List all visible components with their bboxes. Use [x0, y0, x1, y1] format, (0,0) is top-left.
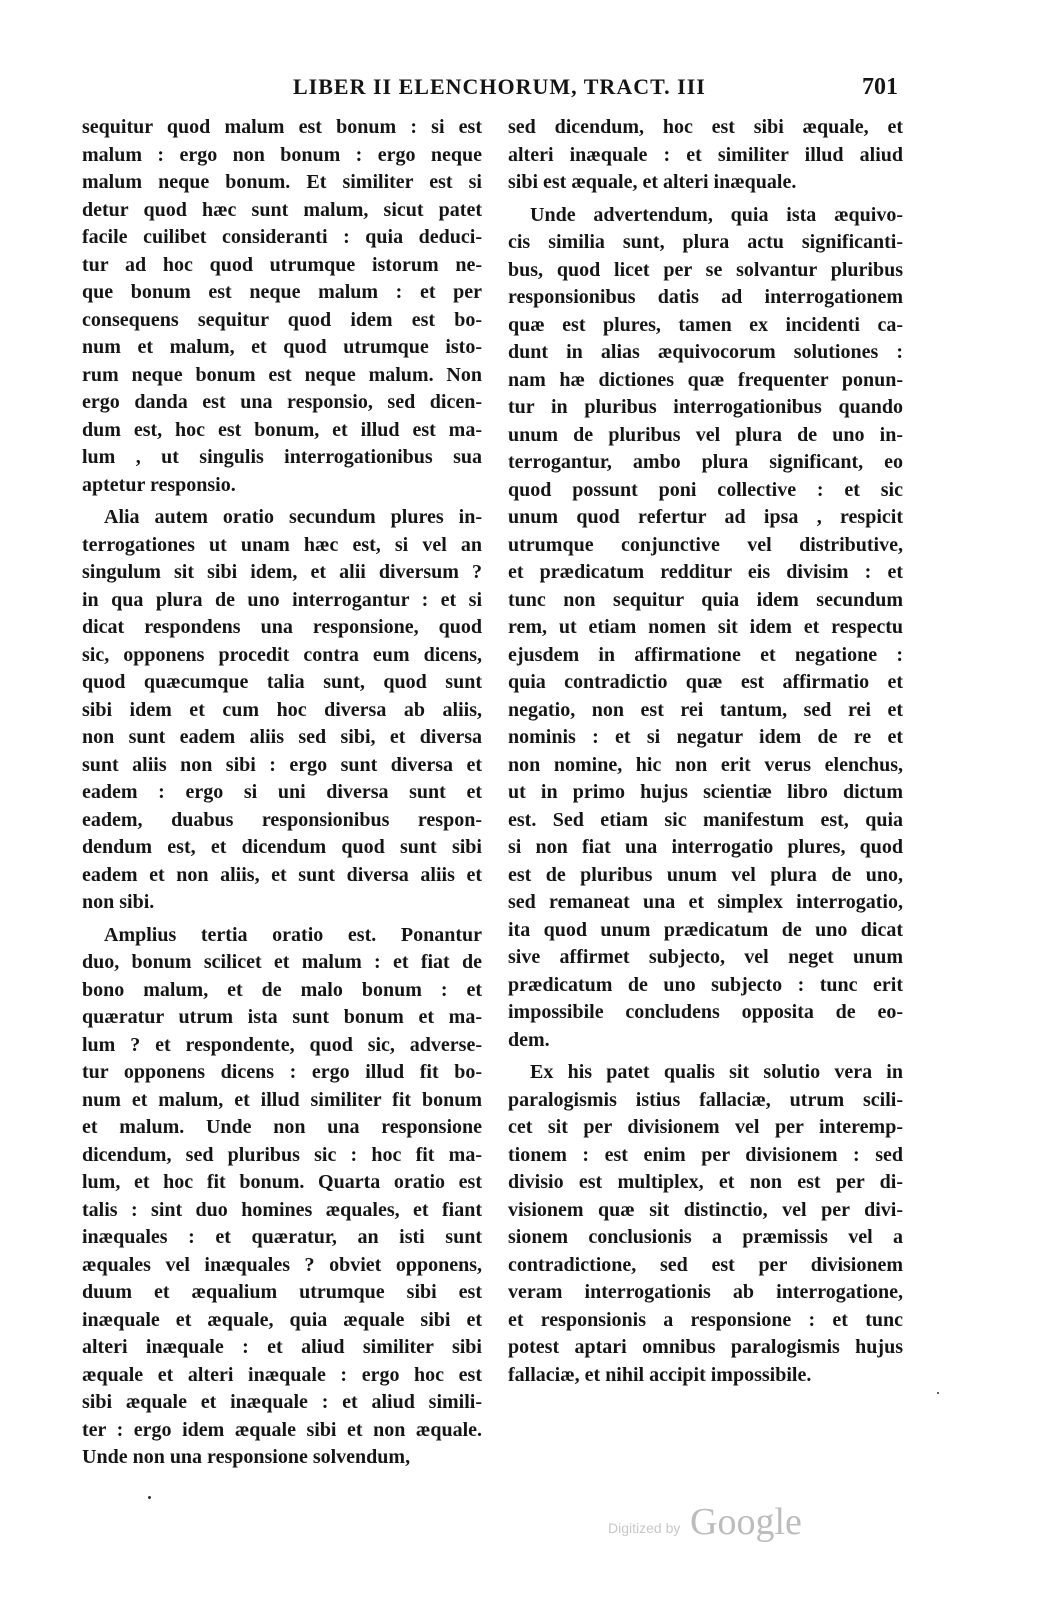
text-line: et prædicatum redditur eis divisim : et — [508, 561, 903, 583]
text-line: non sunt eadem aliis sed sibi, et diversa — [82, 726, 482, 748]
text-line: sibi æquale et inæquale : et aliud simili- — [82, 1391, 482, 1413]
text-line: tunc non sequitur quia idem secundum — [508, 588, 903, 611]
google-logo: Google — [690, 1501, 802, 1543]
text-line: sunt aliis non sibi : ergo sunt diversa et — [82, 753, 482, 776]
text-line: tur in pluribus interrogationibus quando — [508, 396, 903, 418]
text-line: alteri inæquale : et similiter illud aliud — [508, 143, 903, 166]
print-speck — [148, 1496, 151, 1499]
text-line: non nomine, hic non erit verus elenchus, — [508, 753, 903, 776]
text-line: visionem quæ sit distinctio, vel per divi- — [508, 1198, 903, 1221]
text-line: est. Sed etiam sic manifestum est, quia — [508, 808, 903, 831]
right-column-paragraph — [508, 1059, 903, 1389]
text-line: potest aptari omnibus paralogismis hujus — [508, 1336, 903, 1358]
running-title: LIBER II ELENCHORUM, TRACT. III — [293, 74, 706, 99]
text-line: unum de pluribus vel plura de uno in- — [508, 423, 903, 446]
text-line: alteri inæquale : et aliud similiter sibi — [82, 1336, 482, 1358]
text-line: quod quæcumque talia sunt, quod sunt — [82, 671, 482, 693]
text-line: et responsionis a responsione : et tunc — [508, 1308, 903, 1331]
text-line: malum : ergo non bonum : ergo neque — [82, 143, 482, 166]
text-line: tur ad hoc quod utrumque istorum ne- — [82, 253, 482, 276]
text-line: contradictione, sed est per divisionem — [508, 1253, 903, 1276]
text-line: inæquales : et quæratur, an isti sunt — [82, 1226, 482, 1248]
text-line: Unde advertendum, quia ista æquivo- — [530, 203, 903, 226]
text-line: ergo danda est una responsio, sed dicen- — [82, 391, 482, 413]
text-line: duo, bonum scilicet et malum : et fiat de — [82, 951, 482, 973]
text-line: sed remaneat una et simplex interrogatio, — [508, 891, 903, 913]
left-column-paragraph — [82, 504, 482, 917]
text-line: sequitur quod malum est bonum : si est — [82, 116, 482, 138]
text-line: responsionibus datis ad interrogationem — [508, 286, 903, 308]
text-line: et malum. Unde non una responsione — [82, 1116, 482, 1138]
text-line: tur opponens dicens : ergo illud fit bo- — [82, 1061, 482, 1083]
text-line: dem. — [508, 1028, 550, 1051]
text-line: rem, ut etiam nomen sit idem et respectu — [508, 616, 903, 638]
text-line: rum neque bonum est neque malum. Non — [82, 363, 482, 386]
text-line: unum quod refertur ad ipsa , respicit — [508, 506, 903, 528]
print-speck — [937, 1392, 939, 1394]
text-line: terrogationes ut unam hæc est, si vel an — [82, 533, 482, 556]
text-line: prædicatum de uno subjecto : tunc erit — [508, 973, 903, 996]
text-line: consequens sequitur quod idem est bo- — [82, 308, 482, 331]
text-line: Alia autem oratio secundum plures in- — [104, 506, 482, 528]
text-line: duum et æqualium utrumque sibi est — [82, 1281, 482, 1303]
text-line: nam hæ dictiones quæ frequenter ponun- — [508, 368, 903, 391]
text-line: cis similia sunt, plura actu significanti- — [508, 231, 903, 253]
text-line: fallaciæ, et nihil accipit impossibile. — [508, 1363, 812, 1386]
text-line: sic, opponens procedit contra eum dicens, — [82, 643, 482, 666]
text-line: inæquale et æquale, quia æquale sibi et — [82, 1308, 482, 1331]
text-line: Amplius tertia oratio est. Ponantur — [104, 923, 482, 946]
text-line: æquale et alteri inæquale : ergo hoc est — [82, 1363, 482, 1386]
text-line: ter : ergo idem æquale sibi et non æquale. — [82, 1418, 482, 1441]
text-line: facile cuilibet consideranti : quia deduci- — [82, 226, 482, 248]
text-line: detur quod hæc sunt malum, sicut patet — [82, 198, 482, 221]
text-line: sionem conclusionis a præmissis vel a — [508, 1226, 903, 1248]
running-head — [0, 74, 1046, 104]
text-line: aptetur responsio. — [82, 473, 236, 496]
text-line: paralogismis istius fallaciæ, utrum scili- — [508, 1088, 903, 1111]
text-line: lum ? et respondente, quod sic, adverse- — [82, 1033, 482, 1056]
text-line: sibi idem et cum hoc diversa ab aliis, — [82, 698, 482, 721]
text-line: dum est, hoc est bonum, et illud est ma- — [82, 418, 482, 441]
text-line: bono malum, et de malo bonum : et — [82, 978, 482, 1001]
text-line: sibi est æquale, et alteri inæquale. — [508, 171, 797, 193]
right-text-column — [508, 114, 903, 1394]
text-line: eadem, duabus responsionibus respon- — [82, 808, 482, 831]
text-line: utrumque conjunctive vel distributive, — [508, 533, 903, 556]
text-line: que bonum est neque malum : et per — [82, 281, 482, 303]
text-line: singulum sit sibi idem, et alii diversum ? — [82, 561, 482, 583]
left-column-paragraph — [82, 114, 482, 499]
text-line: dicat respondens una responsione, quod — [82, 616, 482, 638]
text-line: est de pluribus unum vel plura de uno, — [508, 863, 903, 886]
text-line: ita quod unum prædicatum de uno dicat — [508, 918, 903, 941]
left-text-column — [82, 114, 482, 1477]
text-line: eadem : ergo si uni diversa sunt et — [82, 781, 482, 803]
text-line: dicendum, sed pluribus sic : hoc fit ma- — [82, 1143, 482, 1166]
page-number: 701 — [862, 74, 898, 100]
right-column-paragraph — [508, 202, 903, 1055]
text-line: ejusdem in affirmatione et negatione : — [508, 643, 903, 666]
text-line: impossibile concludens opposita de eo- — [508, 1001, 903, 1023]
text-line: si non fiat una interrogatio plures, quod — [508, 836, 903, 858]
text-line: lum, et hoc fit bonum. Quarta oratio est — [82, 1171, 482, 1193]
digitized-label: Digitized by — [608, 1520, 681, 1536]
text-line: quæratur utrum ista sunt bonum et ma- — [82, 1006, 482, 1028]
text-line: quæ est plures, tamen ex incidenti ca- — [508, 313, 903, 336]
left-column-paragraph — [82, 922, 482, 1472]
text-line: cet sit per divisionem vel per interemp- — [508, 1116, 903, 1138]
text-line: dunt in alias æquivocorum solutiones : — [508, 341, 903, 363]
text-line: Ex his patet qualis sit solutio vera in — [530, 1061, 903, 1083]
text-line: quia contradictio quæ est affirmatio et — [508, 671, 903, 693]
text-line: sed dicendum, hoc est sibi æquale, et — [508, 116, 903, 138]
text-line: in qua plura de uno interrogantur : et si — [82, 588, 482, 611]
text-line: non sibi. — [82, 891, 155, 913]
text-line: num et malum, et quod utrumque isto- — [82, 336, 482, 358]
text-line: lum , ut singulis interrogationibus sua — [82, 446, 482, 468]
text-line: æquales vel inæquales ? obviet opponens, — [82, 1253, 482, 1276]
text-line: dendum est, et dicendum quod sunt sibi — [82, 836, 482, 858]
text-line: sive affirmet subjecto, vel neget unum — [508, 946, 903, 968]
text-line: bus, quod licet per se solvantur pluribus — [508, 258, 903, 281]
text-line: nominis : et si negatur idem de re et — [508, 726, 903, 748]
text-line: malum neque bonum. Et similiter est si — [82, 171, 482, 193]
text-line: tionem : est enim per divisionem : sed — [508, 1143, 903, 1166]
text-line: ut in primo hujus scientiæ libro dictum — [508, 781, 903, 803]
text-line: talis : sint duo homines æquales, et fiant — [82, 1198, 482, 1221]
text-line: divisio est multiplex, et non est per di- — [508, 1171, 903, 1193]
text-line: veram interrogationis ab interrogatione, — [508, 1281, 903, 1303]
text-line: negatio, non est rei tantum, sed rei et — [508, 698, 903, 721]
text-line: num et malum, et illud similiter fit bonum — [82, 1088, 482, 1111]
right-column-paragraph — [508, 114, 903, 197]
text-line: Unde non una responsione solvendum, — [82, 1446, 411, 1468]
text-line: terrogantur, ambo plura significant, eo — [508, 451, 903, 473]
text-line: eadem et non aliis, et sunt diversa aliis et — [82, 863, 482, 886]
text-line: quod possunt poni collective : et sic — [508, 478, 903, 501]
